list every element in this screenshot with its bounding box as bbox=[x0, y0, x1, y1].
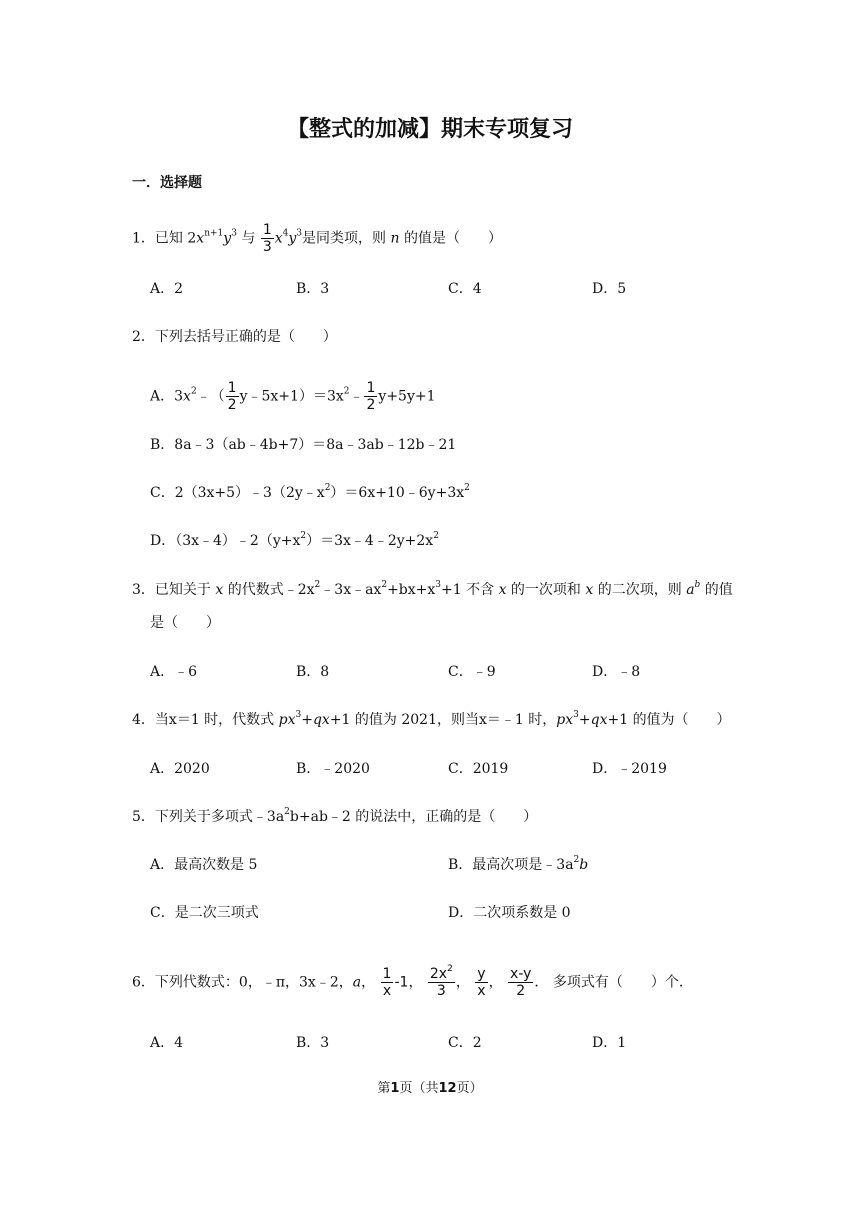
fraction-half: $\frac{1}{2}$ bbox=[366, 380, 376, 413]
q2-option-b[interactable]: B．8a﹣3（ab﹣4b+7）＝8a﹣3ab﹣12b﹣21 bbox=[150, 437, 457, 453]
question-6: 6．下列代数式：0，﹣π，3x﹣2，a， $\frac{1}{x}$ -1， $\frac{2x^2}{3}$ ， $\frac{y}{x}$ ， $\frac{x-y}{2}$ ． 多项式有（ ）个． bbox=[132, 964, 693, 999]
fraction-y-over-x: $\frac{y}{x}$ bbox=[477, 966, 486, 999]
q3-option-d[interactable]: D．﹣8 bbox=[592, 664, 641, 680]
page-title: 【整式的加减】期末专项复习 bbox=[286, 117, 573, 142]
question-2: 2．下列去括号正确的是（ ） bbox=[132, 329, 337, 345]
q6-option-c[interactable]: C．2 bbox=[448, 1035, 482, 1051]
q5-option-c[interactable]: C．是二次三项式 bbox=[150, 905, 259, 921]
question-1: 1．已知 $2x^{n+1}y^3$ 与 $\frac{1}{3}$ $x^4y^3$是同类项，则 n 的值是（ ） bbox=[132, 222, 502, 255]
question-3: 3．已知关于 x 的代数式$﹣2x^2﹣3x﹣ax^2+bx+x^3+1$ 不含 x 的一次项和 x 的二次项，则 $a^b$ 的值 bbox=[132, 580, 733, 598]
fraction-half: $\frac{1}{2}$ bbox=[227, 380, 237, 413]
q6-option-b[interactable]: B．3 bbox=[296, 1035, 330, 1051]
fraction-2x2-over-3: $\frac{2x^2}{3}$ bbox=[429, 964, 453, 999]
q4-option-a[interactable]: A．2020 bbox=[150, 761, 210, 777]
q2-option-c[interactable]: C．$2(3x+5)﹣3(2y﹣x^2)=6x+10﹣6y+3x^2$ bbox=[150, 483, 470, 501]
q2-option-d[interactable]: D．$(3x﹣4)﹣2(y+x^2)=3x﹣4﹣2y+2x^2$ bbox=[150, 531, 439, 549]
fraction-one-third: $\frac{1}{3}$ bbox=[262, 222, 272, 255]
q5-option-b[interactable]: B．最高次项是$﹣3a^2b$ bbox=[448, 855, 589, 873]
q3-option-c[interactable]: C．﹣9 bbox=[448, 664, 496, 680]
q3-option-a[interactable]: A．﹣6 bbox=[150, 664, 198, 680]
q2-option-a[interactable]: A．$3x^2﹣$（ $\frac{1}{2}$ $y﹣5x+1)=3x^2﹣$ $\frac{1}{2}$ y+5y+1 bbox=[150, 380, 436, 413]
fraction-1-over-x: $\frac{1}{x}$ bbox=[382, 966, 392, 999]
question-4: 4．当x＝1 时，代数式 $px^3+qx+1$ 的值为 2021，则当x＝﹣1 时，$px^3+qx+1$ 的值为（ ） bbox=[132, 710, 731, 728]
q5-option-a[interactable]: A．最高次数是 5 bbox=[150, 857, 258, 873]
q6-option-a[interactable]: A．4 bbox=[150, 1035, 184, 1051]
q1-option-d[interactable]: D．5 bbox=[592, 281, 627, 297]
q5-option-d[interactable]: D．二次项系数是 0 bbox=[448, 905, 571, 921]
fraction-x-minus-y-over-2: $\frac{x-y}{2}$ bbox=[510, 966, 532, 999]
q4-option-c[interactable]: C．2019 bbox=[448, 761, 509, 777]
q4-option-d[interactable]: D．﹣2019 bbox=[592, 761, 667, 777]
q1-option-c[interactable]: C．4 bbox=[448, 281, 482, 297]
q1-option-b[interactable]: B．3 bbox=[296, 281, 330, 297]
q3-option-b[interactable]: B．8 bbox=[296, 664, 330, 680]
q6-option-d[interactable]: D．1 bbox=[592, 1035, 627, 1051]
q4-option-b[interactable]: B．﹣2020 bbox=[296, 761, 370, 777]
question-5: 5．下列关于多项式$﹣3a^2b+ab﹣2$ 的说法中，正确的是（ ） bbox=[132, 807, 538, 825]
section-heading: 一．选择题 bbox=[132, 175, 202, 191]
question-3-cont: 是（ ） bbox=[150, 615, 220, 631]
page-footer: 第1页（共12页） bbox=[377, 1081, 483, 1096]
q1-option-a[interactable]: A．2 bbox=[150, 281, 184, 297]
